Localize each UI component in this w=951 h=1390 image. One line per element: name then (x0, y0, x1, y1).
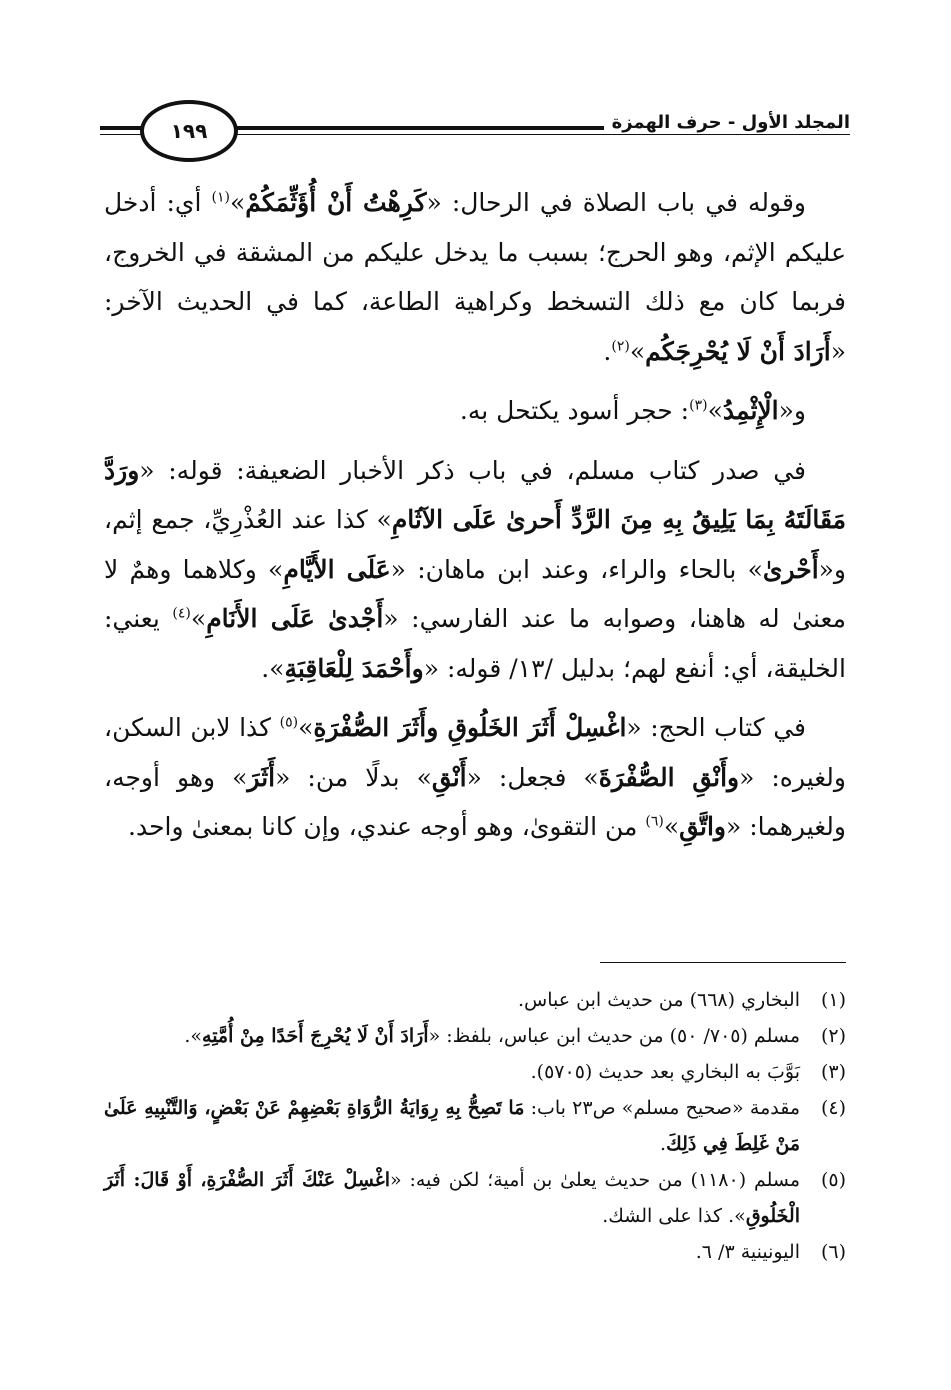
text-run: ». كذا على الشك. (602, 1205, 746, 1227)
text-run: » كذا عند العُذْرِيِّ، جمع إثم، و« (104, 505, 847, 584)
text-run: » وهو أوجه، ولغيرهما: « (104, 762, 846, 841)
paragraph-3 (104, 446, 846, 694)
text-run: . (660, 1133, 667, 1155)
text-run: » بالحاء والراء، وعند ابن ماهان: « (390, 554, 763, 584)
hadith-quote: عَلَى الأَيَّامِ (283, 554, 391, 584)
footnote-text (104, 1018, 800, 1054)
hadith-quote: أَجْدىٰ عَلَى الأَنَامِ (206, 604, 384, 633)
footnote-text (104, 1090, 800, 1162)
text-run: كذا لابن السكن، ولغيره: « (104, 713, 846, 792)
footnote-ref[interactable]: (٥) (279, 714, 299, 731)
footnote-3 (104, 1054, 846, 1090)
text-run: » فجعل: « (466, 762, 599, 792)
quote: أَرَادَ أَنْ لَا يُحْرِجَ أَحَدًا مِنْ أُمَّتِهِ (202, 1025, 429, 1047)
footnote-ref[interactable]: (٢) (611, 338, 630, 355)
text-run: اليونينية ٣/ ٦. (695, 1241, 800, 1263)
footnote-number: (٤) (820, 1097, 846, 1119)
footnotes (104, 982, 846, 1270)
text-run: وقوله في باب الصلاة في الرحال: « (426, 188, 806, 217)
text-run: ». (261, 653, 285, 683)
text-run: في كتاب الحج: « (626, 713, 807, 742)
page-header (100, 98, 850, 160)
text-run: : حجر أسود يكتحل به. (459, 396, 690, 425)
footnote-6 (104, 1234, 846, 1270)
hadith-quote: وأَنْقِ الصُّفْرَةَ (598, 762, 740, 792)
text-run: مقدمة «صحيح مسلم» ص٢٣ باب: (524, 1097, 801, 1119)
hadith-quote: أَثَرَ (247, 762, 276, 792)
text-run: أي: أدخل عليكم الإثم، وهو الحرج؛ بسبب ما يدخل عليكم من المشقة في الخروج، فربما كان مع ذلك التسخط وكراهية الطاعة، كما في الحديث الآخر: « (104, 188, 846, 366)
header-rule-thin (230, 134, 850, 135)
running-title: المجلد الأول - حرف الهمزة (604, 112, 850, 133)
text-run: » (663, 812, 680, 841)
footnote-number: (١) (820, 989, 846, 1011)
text-run: ». (184, 1025, 203, 1047)
main-text (104, 178, 846, 862)
text-run: » (707, 396, 723, 425)
hadith-quote: أَنْقِ (431, 762, 467, 792)
text-run: » وكلاهما وهمٌ لا معنىٰ له هاهنا، وصوابه ما عند الفارسي: « (104, 554, 846, 633)
footnote-text (104, 1162, 800, 1234)
text-run: و« (778, 396, 806, 425)
page-number: ١٩٩ (140, 100, 238, 162)
header-rule-left-thin (100, 134, 144, 135)
footnote-text (104, 982, 800, 1018)
text-run: من التقوىٰ، وهو أوجه عندي، وإن كانا بمعنىٰ واحد. (128, 812, 646, 841)
hadith-quote: وأَحْمَدَ لِلْعَاقِبَةِ (284, 653, 424, 683)
text-run: » (298, 713, 314, 742)
footnote-ref[interactable]: (٤) (172, 605, 191, 622)
text-run: البخاري (٦٦٨) من حديث ابن عباس. (518, 989, 800, 1011)
paragraph-1 (104, 178, 846, 376)
text-run: » (229, 188, 246, 217)
text-run: » (629, 336, 646, 366)
hadith-quote: ورَدَّ مَقَالَتَهُ بِمَا يَلِيقُ بِهِ مِنَ الرَّدِّ أَحرىٰ عَلَى الآثَامِ (104, 455, 846, 534)
footnote-ref[interactable]: (١) (211, 189, 230, 206)
footnote-separator (600, 962, 846, 963)
footnote-number: (٦) (820, 1241, 846, 1263)
footnote-text (104, 1234, 800, 1270)
footnote-ref[interactable]: (٣) (689, 397, 708, 414)
hadith-quote: أَحْرىٰ (762, 554, 819, 584)
quote: مَا تَصِحُّ بِهِ رِوَايَةُ الرُّوَاةِ بَعْضِهِمْ عَنْ بَعْضٍ، وَالتَّنْبِيهِ عَلَىٰ مَنْ غَلِطَ فِي ذَلِكَ (104, 1097, 800, 1155)
footnote-number: (٥) (820, 1169, 846, 1191)
hadith-quote: كَرِهْتُ أَنْ أُؤَثِّمَكُمْ (245, 188, 427, 217)
hadith-quote: أَرَادَ أَنْ لَا يُحْرِجَكُم (645, 336, 831, 366)
text-run: يعني: الخليقة، أي: أنفع لهم؛ بدليل /١٣/ قوله: « (104, 604, 846, 683)
text-run: بَوَّبَ به البخاري بعد حديث (٥٧٠٥). (530, 1061, 800, 1083)
paragraph-2 (104, 386, 846, 436)
paragraph-4 (104, 703, 846, 852)
text-run: . (603, 336, 612, 366)
footnote-number: (٣) (820, 1061, 846, 1083)
text-run: » بدلًا من: « (275, 762, 432, 792)
text-run: » (190, 604, 207, 633)
footnote-5 (104, 1162, 846, 1234)
header-rule-left-thick (100, 126, 144, 130)
hadith-quote: واتَّقِ (679, 812, 726, 841)
footnote-2 (104, 1018, 846, 1054)
hadith-quote: اغْسِلْ أَثَرَ الخَلُوقِ وأَثَرَ الصُّفْرَةِ (313, 713, 627, 742)
footnote-number: (٢) (820, 1025, 846, 1047)
hadith-quote: الْإِثْمِدُ (722, 396, 779, 425)
text-run: مسلم (١١٨٠) من حديث يعلىٰ بن أمية؛ لكن فيه: « (390, 1169, 801, 1191)
footnote-text (104, 1054, 800, 1090)
text-run: مسلم (٧٠٥/ ٥٠) من حديث ابن عباس، بلفظ: « (428, 1025, 800, 1047)
footnote-ref[interactable]: (٦) (645, 813, 664, 830)
text-run: في صدر كتاب مسلم، في باب ذكر الأخبار الضعيفة: قوله: « (139, 455, 806, 485)
footnote-4 (104, 1090, 846, 1162)
footnote-1 (104, 982, 846, 1018)
quote: اغْسِلْ عَنْكَ أَثَرَ الصُّفْرَةِ، أَوْ قَالَ: أَثَرَ الْخَلُوقِ (104, 1169, 800, 1227)
